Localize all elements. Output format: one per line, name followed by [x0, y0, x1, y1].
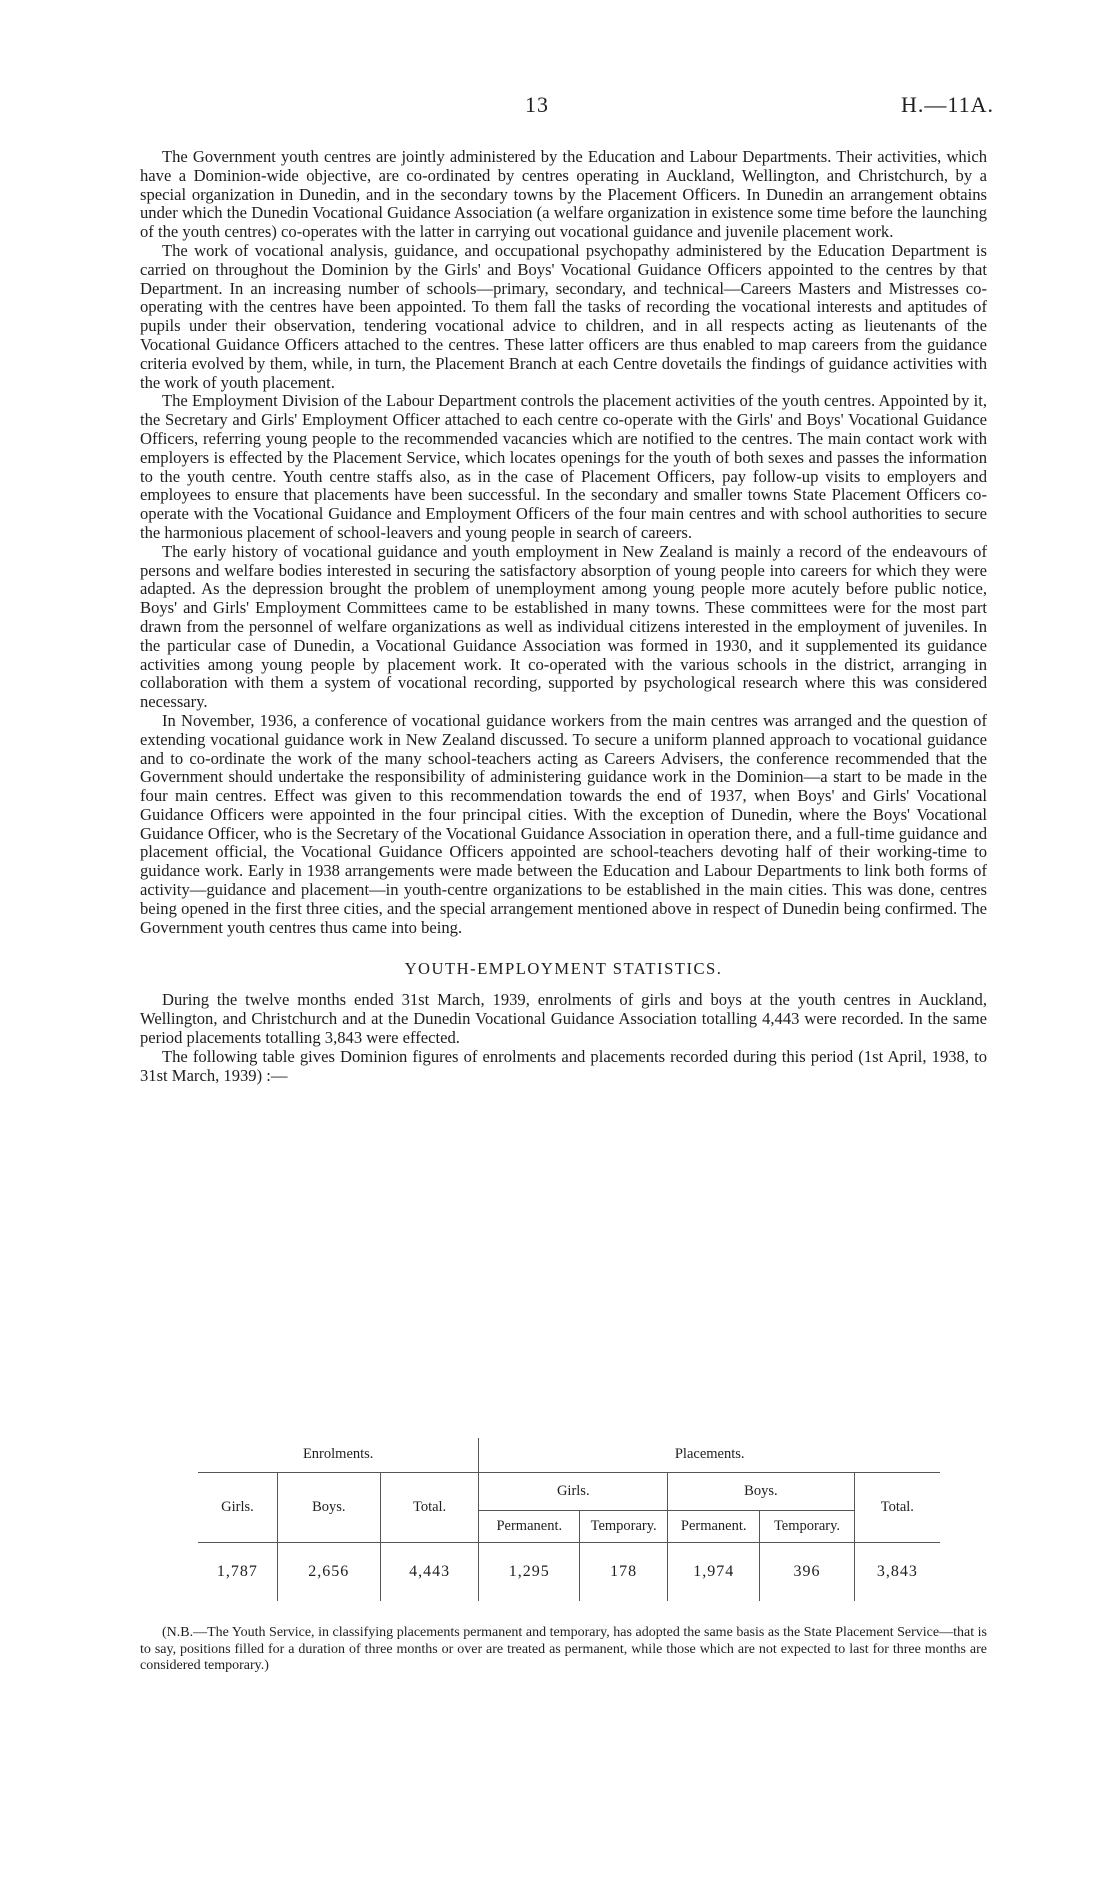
enrol-girls-header: Girls.	[198, 1472, 277, 1542]
paragraph-conference-1936: In November, 1936, a conference of vocational guidance workers from the main centres was arranged and the question of extending vocational guidance work in New Zealand discussed. To secure a uniform planned approach to vocational guidance and to co-ordinate the work of the many school-teachers acting as Careers Advisers, the conference recommended that the Government should undertake the responsibility of administering guidance work in the Dominion—a start to be made in the four main centres. Effect was given to this recommendation towards the end of 1937, when Boys' and Girls' Vocational Guidance Officers were appointed in the four principal cities. With the exception of Dunedin, where the Boys' Vocational Guidance Officer, who is the Secretary of the Vocational Guidance Association in operation there, and a full-time guidance and placement official, the Vocational Guidance Officers appointed are school-teachers devoting half of their working-time to guidance work. Early in 1938 arrangements were made between the Education and Labour Departments to link both forms of activity—guidance and placement—in youth-centre organizations to be established in the main cities. This was done, centres being opened in the first three cities, and the special arrangement mentioned above in respect of Dunedin being confirmed. The Government youth centres thus came into being.	[140, 710, 987, 937]
place-girls-temporary-header: Temporary.	[580, 1510, 668, 1542]
paragraph-early-history: The early history of vocational guidance and youth employment in New Zealand is mainly a record of the endeavours of persons and welfare bodies interested in securing the satisfactory absorption of young people into careers for which they were adapted. As the depression brought the problem of unemployment among young people more acutely before public notice, Boys' and Girls' Employment Committees came to be established in many towns. These committees were for the most part drawn from the personnel of welfare organizations as well as individual citizens interested in the employment of juveniles. In the particular case of Dunedin, a Vocational Guidance Association was formed in 1930, and it supplemented its guidance activities among young people by placement work. It co-operated with the various schools in the district, arranging in collaboration with them a system of vocational recording, supported by psychological research where this was considered necessary.	[140, 541, 987, 712]
section-heading: YOUTH-EMPLOYMENT STATISTICS.	[404, 959, 723, 979]
body-text	[140, 148, 987, 1085]
paragraph-enrolment-summary: During the twelve months ended 31st March, 1939, enrolments of girls and boys at the youth centres in Auckland, Wellington, and Christchurch and at the Dunedin Vocational Guidance Association totalling 4,443 were recorded. In the same period placements totalling 3,843 were effected.	[140, 990, 987, 1048]
paragraph-centres-administration: The Government youth centres are jointly administered by the Education and Labour Departments. Their activities, which have a Dominion-wide objective, are co-ordinated by centres operating in Auckland, Wellington, and Christchurch, by a special organization in Dunedin, and in the secondary towns by the Placement Officers. In Dunedin an arrangement obtains under which the Dunedin Vocational Guidance Association (a welfare organization in existence some time before the launching of the youth centres) co-operates with the latter in carrying out vocational guidance and juvenile placement work.	[140, 147, 987, 242]
enrol-total-value: 4,443	[380, 1542, 479, 1601]
paragraph-table-intro: The following table gives Dominion figures of enrolments and placements recorded during this period (1st April, 1938, to 31st March, 1939) :—	[140, 1046, 987, 1085]
footnote: (N.B.—The Youth Service, in classifying placements permanent and temporary, has adopted the same basis as the State Placement Service—that is to say, positions filled for a duration of three months or over are treated as permanent, while those which are not expected to last for three months are considered temporary.)	[140, 1625, 987, 1673]
place-boys-permanent-header: Permanent.	[668, 1510, 760, 1542]
document-reference: H.—11A.	[901, 92, 994, 117]
enrol-girls-value: 1,787	[198, 1542, 277, 1601]
table-row	[198, 1542, 940, 1601]
statistics-table	[198, 1438, 940, 1601]
enrol-boys-header: Boys.	[277, 1472, 380, 1542]
place-boys-temporary-value: 396	[760, 1542, 854, 1601]
place-girls-permanent-header: Permanent.	[479, 1510, 580, 1542]
place-total-header: Total.	[854, 1472, 940, 1542]
page-header	[0, 92, 1114, 124]
place-boys-header: Boys.	[668, 1472, 855, 1510]
paragraph-employment-division: The Employment Division of the Labour Department controls the placement activities of the youth centres. Appointed by it, the Secretary and Girls' Employment Officer attached to each centre co-operate with the Girls' and Boys' Vocational Guidance Officers, referring young people to the recommended vacancies which are notified to the centres. The main contact work with employers is effected by the Placement Service, which locates openings for the youth of both sexes and passes the information to the youth centre. Youth centre staffs also, as in the case of Placement Officers, pay follow-up visits to employers and employees to ensure that placements have been successful. In the secondary and smaller towns State Placement Officers co-operate with the Vocational Guidance and Employment Officers of the four main centres and with school authorities to secure the harmonious placement of school-leavers and young people in search of careers.	[140, 391, 987, 542]
place-boys-temporary-header: Temporary.	[760, 1510, 854, 1542]
place-girls-permanent-value: 1,295	[479, 1542, 580, 1601]
enrol-total-header: Total.	[380, 1472, 479, 1542]
place-total-value: 3,843	[876, 1562, 918, 1580]
enrolments-header: Enrolments.	[198, 1438, 479, 1472]
enrol-boys-value: 2,656	[277, 1542, 380, 1601]
paragraph-vocational-analysis: The work of vocational analysis, guidance, and occupational psychopathy administered by the Education Department is carried on throughout the Dominion by the Girls' and Boys' Vocational Guidance Officers appointed to the centres by that Department. In an increasing number of schools—primary, secondary, and technical—Careers Masters and Mistresses co-operating with the centres have been appointed. To them fall the tasks of recording the vocational interests and aptitudes of pupils under their observation, tendering vocational advice to children, and in all respects acting as lieutenants of the Vocational Guidance Officers attached to the centres. These latter officers are thus enabled to map careers from the guidance criteria evolved by them, while, in turn, the Placement Branch at each Centre dovetails the findings of guidance activities with the work of youth placement.	[140, 240, 987, 392]
place-girls-temporary-value: 178	[580, 1542, 668, 1601]
placements-header: Placements.	[479, 1438, 940, 1472]
place-boys-permanent-value: 1,974	[668, 1542, 760, 1601]
place-girls-header: Girls.	[479, 1472, 668, 1510]
page-number: 13	[525, 92, 549, 117]
